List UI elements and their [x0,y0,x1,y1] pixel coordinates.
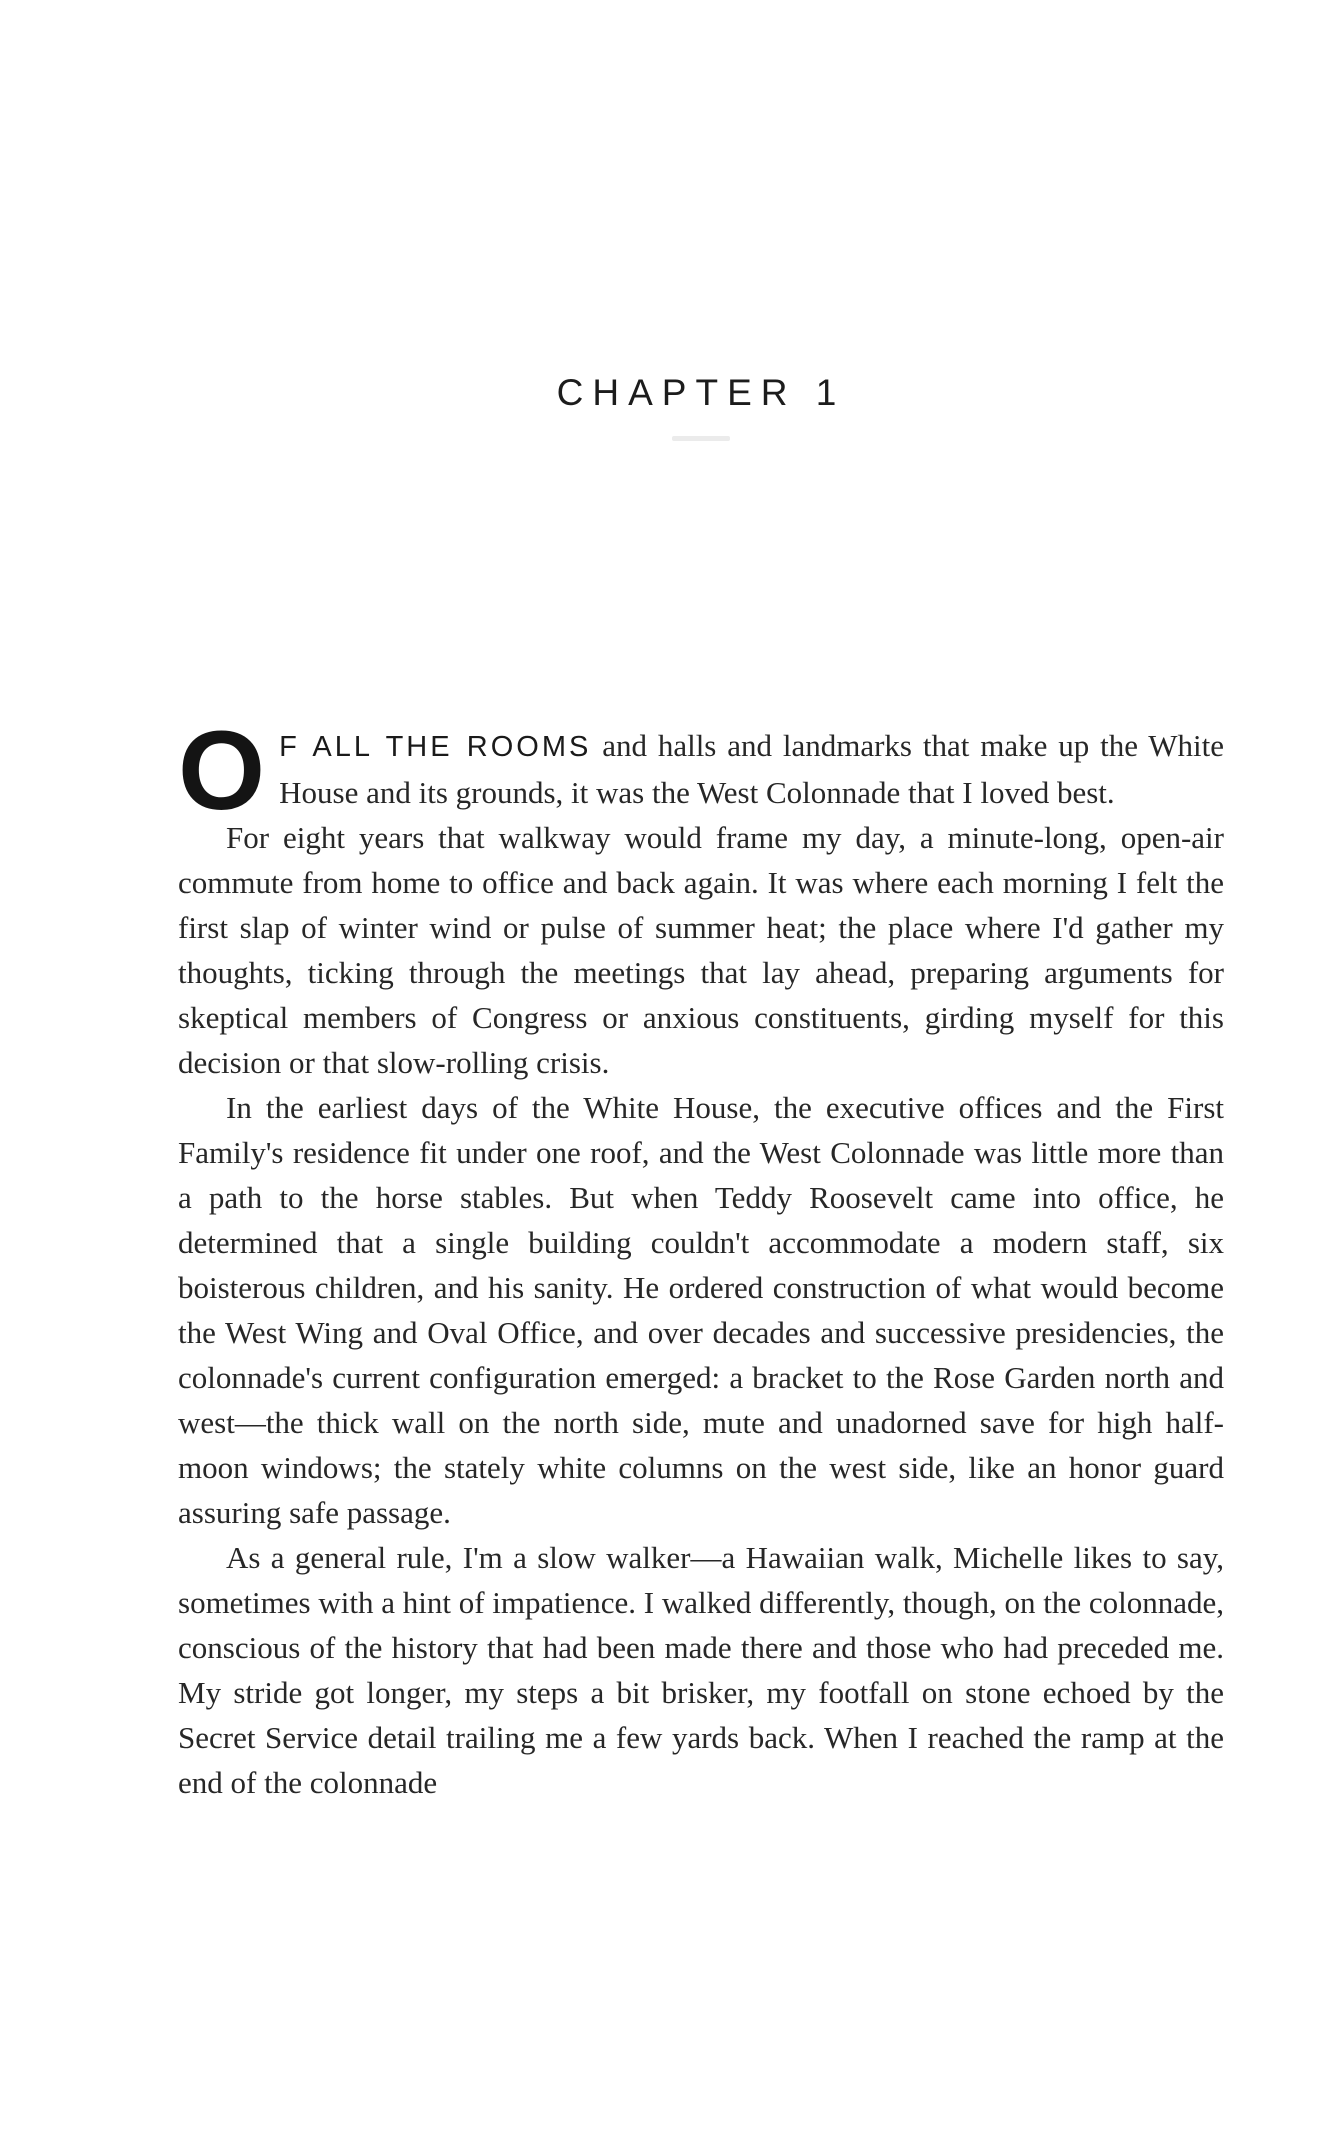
opening-paragraph-text: and halls and landmarks that make up the White House and its grounds, it was the West Colonnade that I loved best. [279,728,1225,810]
paragraph: For eight years that walkway would frame my day, a minute-long, open-air commute from home to office and back again. It was where each morning I felt the first slap of winter wind or pulse of summer heat; the place where I'd gather my thoughts, ticking through the meetings that lay ahead, preparing arguments for skeptical members of Congress or anxious constituents, girding myself for this decision or that slow-rolling crisis. [178,820,1224,1080]
opening-paragraph [178,708,1225,833]
chapter-heading: CHAPTER 1 [556,372,846,413]
lead-in-small-caps: F ALL THE ROOMS [279,731,592,763]
paragraph: As a general rule, I'm a slow walker—a Hawaiian walk, Michelle likes to say, sometimes with a hint of impatience. I walked differently, though, on the colonnade, conscious of the history that had been made there and those who had preceded me. My stride got longer, my steps a bit brisker, my footfall on stone echoed by the Secret Service detail trailing me a few yards back. When I reached the ramp at the end of the colonnade [178,1540,1224,1800]
paragraph: In the earliest days of the White House, the executive offices and the First Family's residence fit under one roof, and the West Colonnade was little more than a path to the horse stables. But when Teddy Roosevelt came into office, he determined that a single building couldn't accommodate a modern staff, six boisterous children, and his sanity. He ordered construction of what would become the West Wing and Oval Office, and over decades and successive presidencies, the colonnade's current configuration emerged: a bracket to the Rose Garden north and west—the thick wall on the north side, mute and unadorned save for high half-moon windows; the stately white columns on the west side, like an honor guard assuring safe passage. [178,1090,1224,1530]
text-column [178,372,1224,1805]
drop-cap: O [178,708,266,833]
chapter-divider [672,436,730,441]
body-text [178,708,1225,1805]
